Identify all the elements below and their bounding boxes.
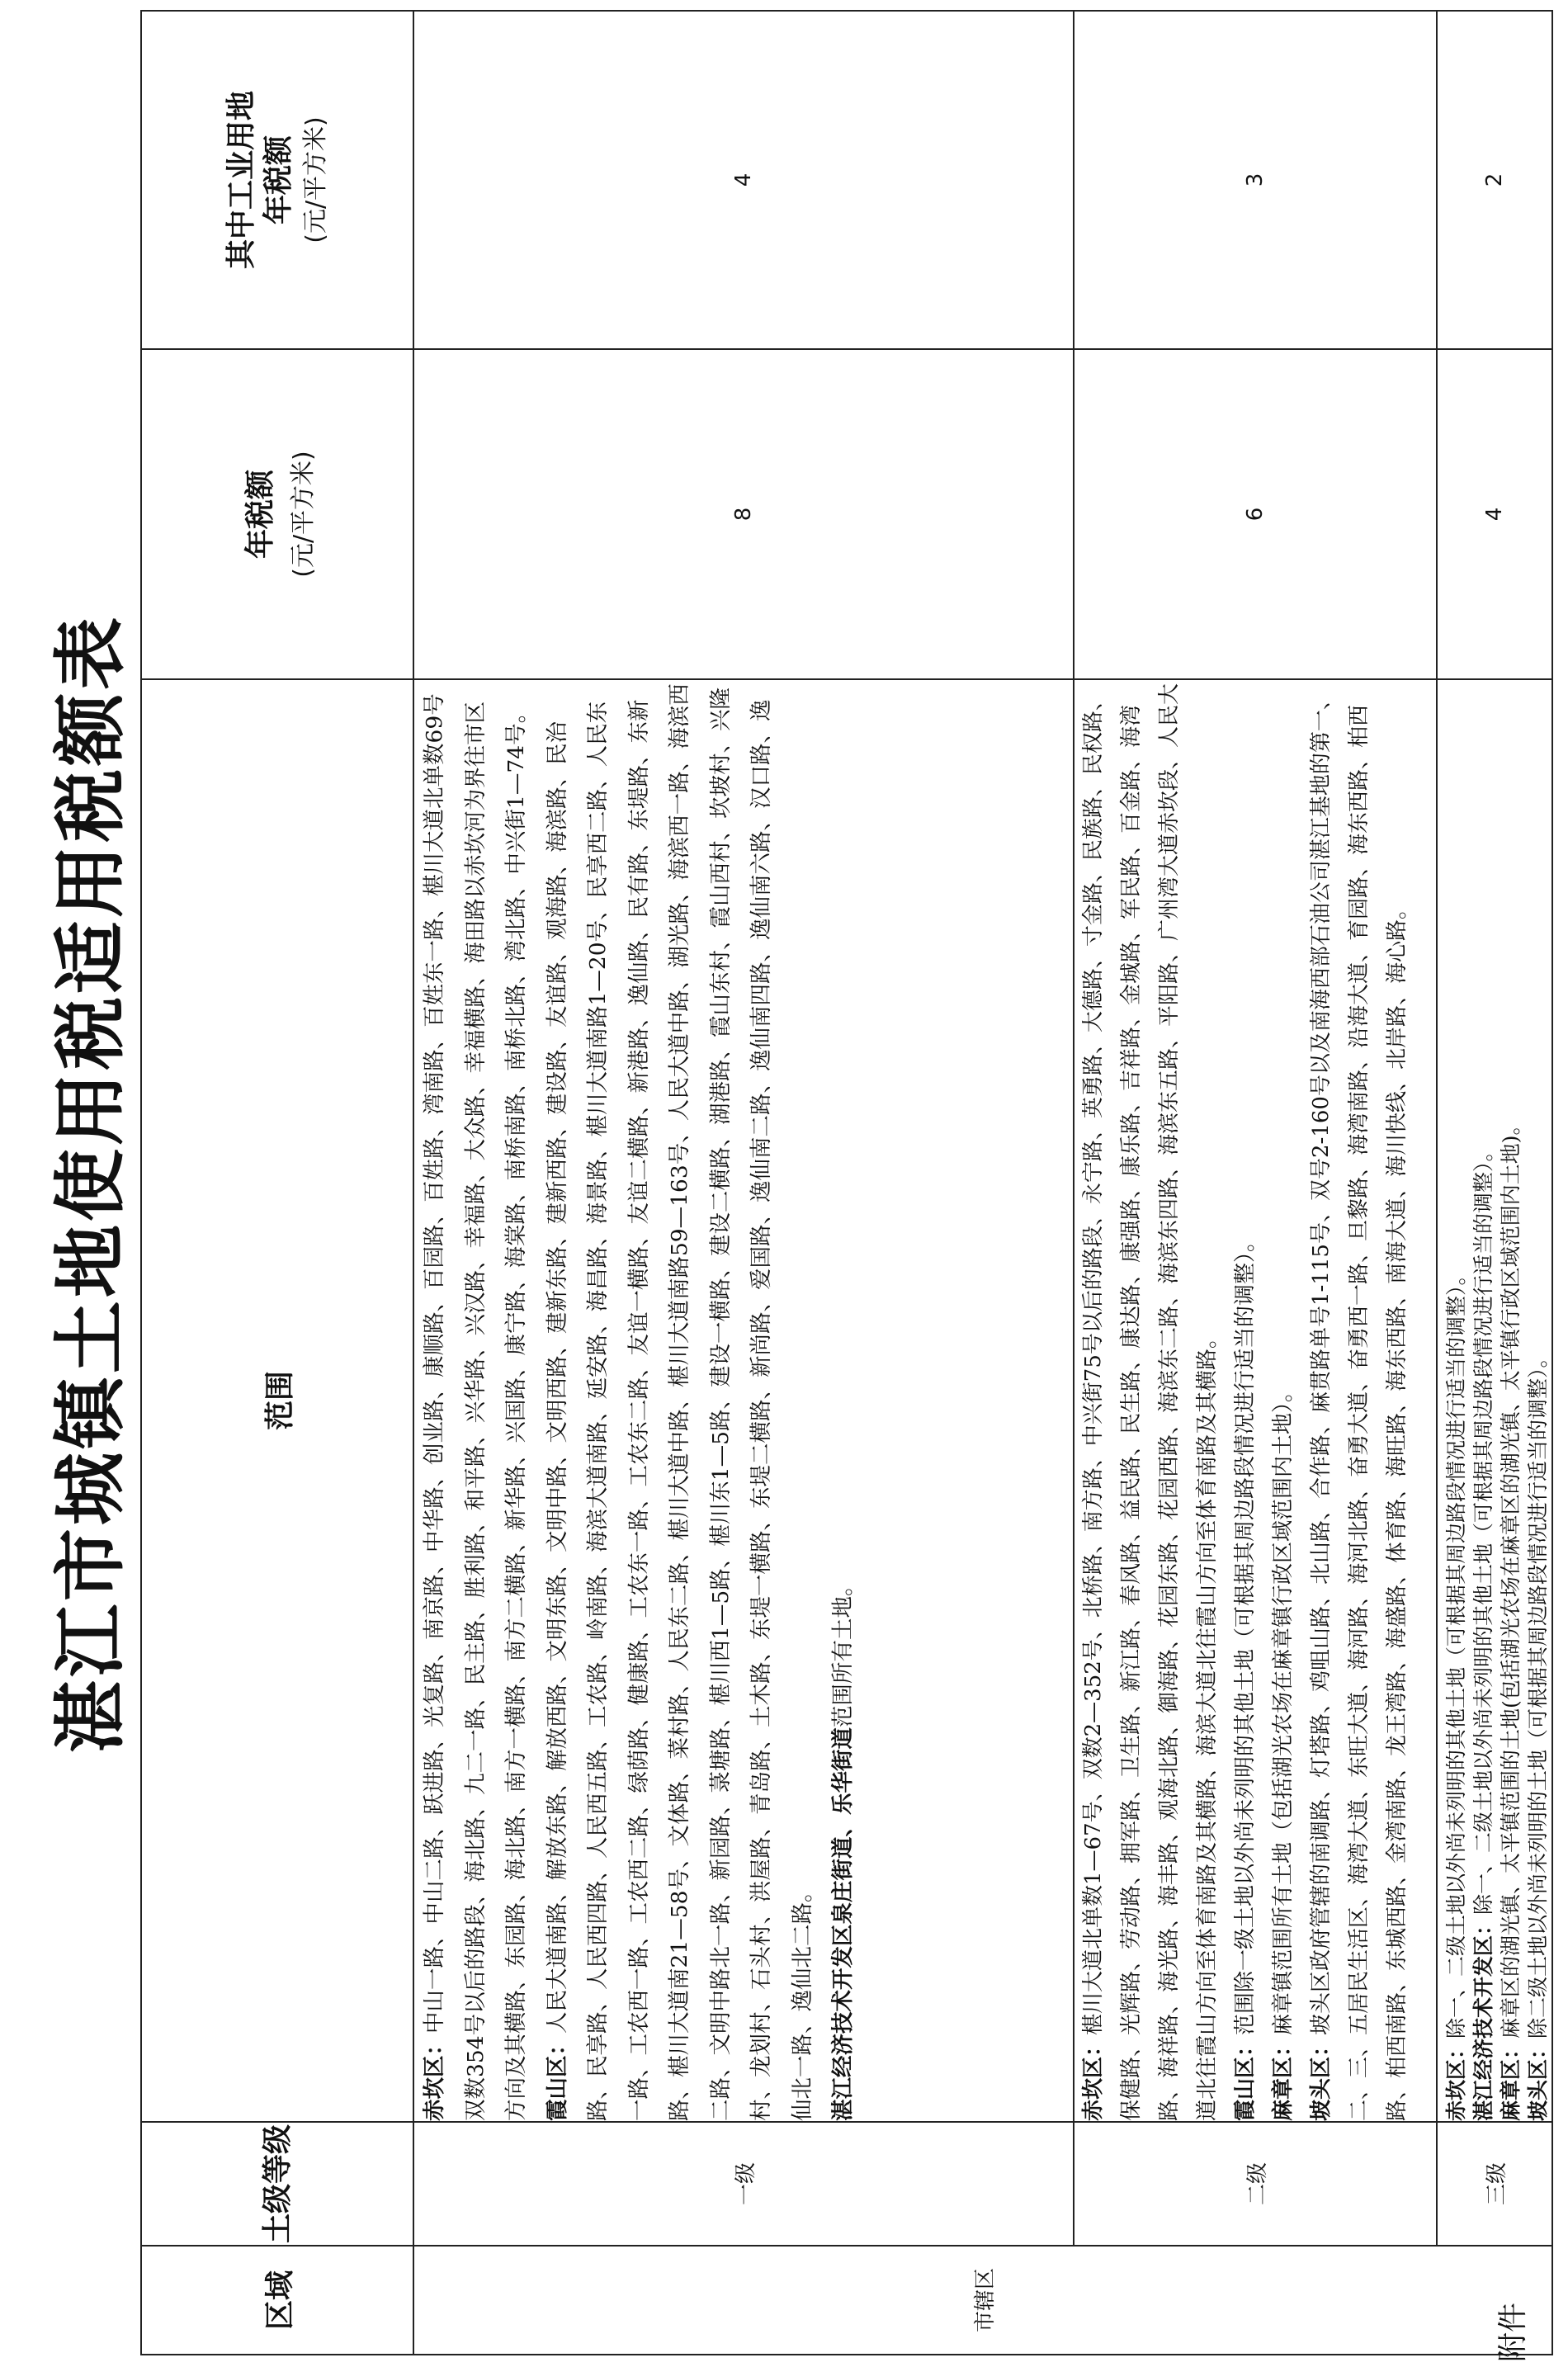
scope-entry	[537, 680, 824, 2121]
district-label: 麻章区：	[1271, 2034, 1296, 2121]
scope-text: 范围除一级土地以外尚未列明的其他土地（可根据其周边路段情况进行适当的调整）。	[1233, 1230, 1258, 2035]
scope-text: 除二级土地以外尚未列明的土地（可根据其周边路段情况进行适当的调整）。	[1526, 1347, 1550, 2039]
rate-cell: 6	[1074, 349, 1437, 679]
district-label: 坡头区：	[1526, 2038, 1550, 2121]
scope-text: 除一、二级土地以外尚未列明的其他土地（可根据其周边路段情况进行适当的调整）。	[1444, 1264, 1468, 2039]
scope-text: 范围所有土地。	[830, 1574, 856, 1727]
scope-entry	[1497, 680, 1524, 2121]
scope-entry	[1443, 680, 1470, 2121]
district-label: 霞山区：	[544, 2034, 570, 2121]
scope-entry	[1470, 680, 1497, 2121]
header-rate-unit: (元/平方米)	[288, 451, 318, 578]
rate-cell: 8	[413, 349, 1074, 679]
table-header-row	[141, 11, 413, 2355]
header-industrial-rate	[141, 11, 413, 349]
table-row	[1437, 11, 1552, 2355]
scope-entry	[1226, 680, 1264, 2121]
scope-text: 除一、二级土地以外尚未列明的其他土地（可根据其周边路段情况进行适当的调整）。	[1471, 1141, 1495, 1915]
scope-text: 中山一路、中山二路、跃进路、光复路、南京路、中华路、创业路、康顺路、百园路、百姓路、湾南路、百姓东一路、椹川大道北单数69号双数354号以后的路段、海北路、九二一路、民主路、胜利路、和平路、兴华路、兴汉路、幸福路、大众路、幸福横路、海田路以赤坎河为界往市区方向及其横路、东园路、海北路、南方一横路、南方二横路、新华路、兴国路、康宁路、海棠路、南桥南路、南桥北路、湾北路、中兴街1—74号。	[422, 693, 529, 2121]
grade-cell: 一级	[413, 2122, 1074, 2246]
scope-cell	[413, 679, 1074, 2122]
scope-cell	[1437, 679, 1552, 2122]
district-label: 赤坎区：	[422, 2034, 447, 2121]
industrial-rate-cell: 2	[1437, 11, 1552, 349]
district-label: 赤坎区：	[1444, 2038, 1468, 2121]
document-title: 湛江市城镇土地使用税适用税额表	[47, 614, 133, 1754]
header-rate	[141, 349, 413, 679]
scope-text: 麻章区的湖光镇、太平镇范围的土地(包括湖光农场在麻章区的湖光镇、太平镇行政区域范围内土地)。	[1499, 1114, 1523, 2039]
scope-entry	[1302, 680, 1416, 2121]
rate-cell: 4	[1437, 349, 1552, 679]
district-label: 赤坎区：	[1081, 2034, 1106, 2121]
district-label: 麻章区：	[1499, 2038, 1523, 2121]
grade-cell: 二级	[1074, 2122, 1437, 2246]
scope-text: 坡头区政府管辖的南调路、灯塔路、鸡咀山路、北山路、合作路、麻贯路单号1-115号、双号2-160号以及南海西部石油公司湛江基地的第一、二、三、五居民生活区、海湾大道、东旺大道、海河路、海河北路、奋勇大道、奋勇西一路、旦黎路、海湾南路、沿海大道、育园路、海东西路、柏西路、柏西南路、东城西路、金湾南路、龙王湾路、海盛路、体育路、海旺路、海东西路、南海大道、海川快线、北岸路、海心路。	[1309, 688, 1410, 2121]
table-row	[413, 11, 1074, 2355]
district-label: 坡头区：	[1309, 2034, 1334, 2121]
industrial-rate-cell: 3	[1074, 11, 1437, 349]
header-industrial-unit: (元/平方米)	[301, 116, 331, 243]
header-rate-label: 年税额	[243, 470, 277, 560]
grade-cell: 三级	[1437, 2122, 1552, 2246]
scope-text: 麻章镇范围所有土地（包括湖光农场在麻章镇行政区域范围内土地）。	[1271, 1380, 1296, 2035]
annex-label: 附件	[1496, 2302, 1530, 2362]
district-label: 湛江经济技术开发区：	[1471, 1914, 1495, 2121]
header-industrial-line2: 年税额	[262, 135, 296, 225]
scope-text: 人民大道南路、解放东路、解放西路、文明东路、文明中路、文明西路、建新东路、建新西路、建设路、友谊路、观海路、海滨路、民治路、民享路、人民西四路、人民西五路、工农路、岭南路、海滨大道南路、延安路、海昌路、海景路、椹川大道南路1—20号、民享西二路、人民东一路、工农西一路、工农西二路、绿荫路、健康路、工农东一路、工农东二路、友谊一横路、友谊二横路、新港路、逸仙路、民有路、东堤路、东新路、椹川大道南21—58号、文体路、菜村路、人民东二路、椹川大道中路、椹川大道南路59—163号、人民大道中路、湖光路、海滨西一路、海滨西二路、文明中路北一路、新园路、菉塘路、椹川西1—5路、椹川东1—5路、建设一横路、建设二横路、湖港路、霞山东村、霞山西村、坎坡村、兴隆村、龙划村、石头村、洪屋路、青岛路、土木路、东堤一横路、东堤二横路、新尚路、爱国路、逸仙南二路、逸仙南四路、逸仙南六路、汉口路、逸仙北一路、逸仙北二路。	[544, 683, 815, 2121]
scope-entry	[414, 680, 537, 2121]
tax-rate-table	[140, 10, 1553, 2355]
region-cell: 市辖区	[413, 2246, 1552, 2355]
industrial-rate-cell: 4	[413, 11, 1074, 349]
scope-cell	[1074, 679, 1437, 2122]
scope-entry	[1074, 680, 1226, 2121]
scope-text: 椹川大道北单数1—67号、双数2—352号、北桥路、南方路、中兴街75号以后的路段、永宁路、英勇路、大德路、寸金路、民族路、民权路、保健路、光辉路、劳动路、拥军路、卫生路、新江路、春风路、益民路、民生路、康达路、康强路、康乐路、吉祥路、金城路、军民路、百金路、海湾路、海祥路、海光路、海丰路、观海北路、御海路、花园东路、花园西路、海滨东二路、海滨东四路、海滨东五路、平阳路、广州湾大道赤坎段、人民大道北往霞山方向至体育南路及其横路、海滨大道北往霞山方向至体育南路及其横路。	[1081, 683, 1220, 2121]
scope-entry	[823, 680, 864, 2121]
district-label: 霞山区：	[1233, 2034, 1258, 2121]
header-region: 区域	[141, 2246, 413, 2355]
scope-entry	[1524, 680, 1551, 2121]
header-scope: 范围	[141, 679, 413, 2122]
district-label: 湛江经济技术开发区泉庄街道、乐华街道	[830, 1727, 856, 2121]
header-grade: 土级等级	[141, 2122, 413, 2246]
scope-entry	[1264, 680, 1302, 2121]
table-row	[1074, 11, 1437, 2355]
header-industrial-line1: 其中工业用地	[224, 91, 259, 270]
